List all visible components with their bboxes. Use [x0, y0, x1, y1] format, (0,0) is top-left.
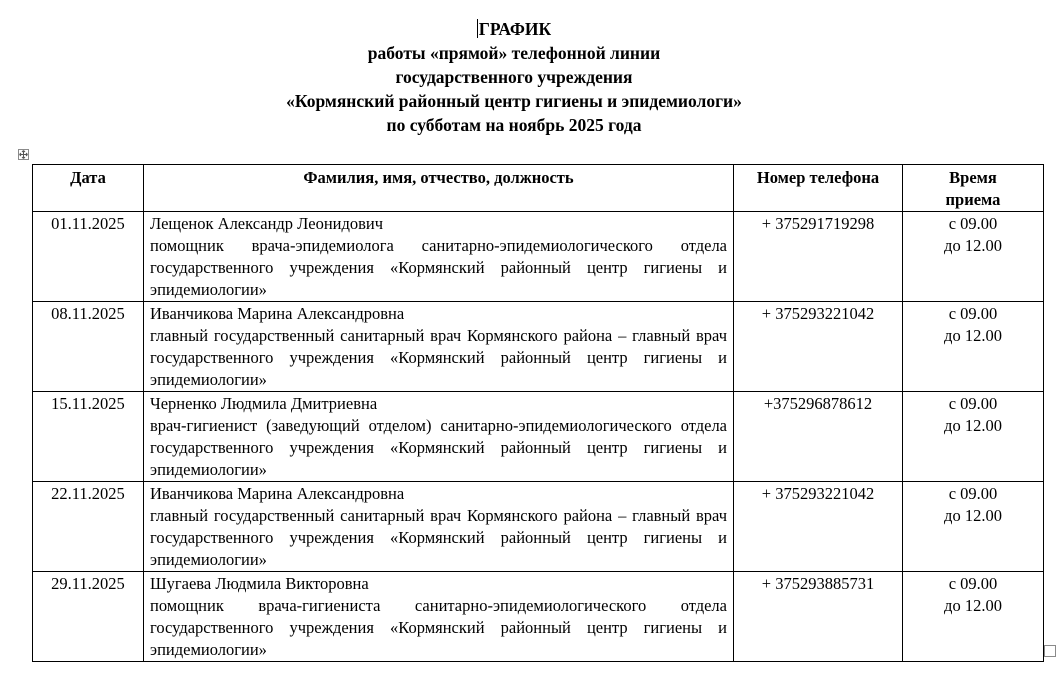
row-phone: + 375291719298: [734, 212, 903, 302]
time-from: с 09.00: [948, 484, 998, 503]
person-position: помощник врача-эпидемиолога санитарно-эпидемиологического отдела государственного учреждения «Кормянский районный центр гигиены и эпидемиологии»: [150, 236, 727, 299]
table-resize-handle[interactable]: [1044, 645, 1056, 657]
time-from: с 09.00: [948, 304, 998, 323]
table-header-row: [33, 165, 1044, 212]
row-phone: +375296878612: [734, 392, 903, 482]
time-from: с 09.00: [948, 214, 998, 233]
time-to: до 12.00: [944, 416, 1002, 435]
person-name: Лещенок Александр Леонидович: [150, 214, 384, 233]
row-person: [144, 302, 734, 392]
person-name: Иванчикова Марина Александровна: [150, 484, 405, 503]
time-to: до 12.00: [944, 326, 1002, 345]
row-date: 29.11.2025: [33, 572, 144, 662]
person-name: Черненко Людмила Дмитриевна: [150, 394, 378, 413]
row-time: [903, 482, 1044, 572]
row-time: [903, 392, 1044, 482]
header-line-5: по субботам на ноябрь 2025 года: [386, 115, 642, 135]
row-person: [144, 392, 734, 482]
row-date: 22.11.2025: [33, 482, 144, 572]
row-date: 01.11.2025: [33, 212, 144, 302]
table-move-handle-icon[interactable]: [18, 149, 29, 160]
header-line-4: «Кормянский районный центр гигиены и эпидемиологи»: [286, 91, 742, 111]
header-date: Дата: [33, 165, 144, 212]
time-to: до 12.00: [944, 596, 1002, 615]
document-header: [0, 17, 1028, 137]
row-phone: + 375293221042: [734, 302, 903, 392]
row-person: [144, 482, 734, 572]
header-time: [903, 165, 1044, 212]
row-person: [144, 572, 734, 662]
person-position: главный государственный санитарный врач Кормянского района – главный врач государственного учреждения «Кормянский районный центр гигиены и эпидемиологии»: [150, 506, 727, 569]
table-row: [33, 392, 1044, 482]
time-to: до 12.00: [944, 236, 1002, 255]
schedule-table: [32, 164, 1044, 662]
header-phone: Номер телефона: [734, 165, 903, 212]
row-date: 08.11.2025: [33, 302, 144, 392]
row-time: [903, 572, 1044, 662]
person-position: помощник врача-гигиениста санитарно-эпидемиологического отдела государственного учреждения «Кормянский районный центр гигиены и эпидемиологии»: [150, 596, 727, 659]
table-row: [33, 572, 1044, 662]
table-row: [33, 482, 1044, 572]
row-phone: + 375293885731: [734, 572, 903, 662]
person-position: главный государственный санитарный врач Кормянского района – главный врач государственного учреждения «Кормянский районный центр гигиены и эпидемиологии»: [150, 326, 727, 389]
row-person: [144, 212, 734, 302]
text-cursor: [477, 19, 478, 38]
row-date: 15.11.2025: [33, 392, 144, 482]
time-to: до 12.00: [944, 506, 1002, 525]
header-person: Фамилия, имя, отчество, должность: [144, 165, 734, 212]
table-row: [33, 302, 1044, 392]
header-title[interactable]: [0, 17, 1028, 41]
row-time: [903, 302, 1044, 392]
header-time-line-1: Время: [949, 168, 997, 187]
row-time: [903, 212, 1044, 302]
header-line-2: работы «прямой» телефонной линии: [367, 43, 661, 63]
header-time-line-2: приема: [945, 190, 1001, 209]
person-position: врач-гигиенист (заведующий отделом) санитарно-эпидемиологического отдела государственного учреждения «Кормянский районный центр гигиены и эпидемиологии»: [150, 416, 727, 479]
header-line-3: государственного учреждения: [395, 67, 633, 87]
time-from: с 09.00: [948, 394, 998, 413]
header-title-text: ГРАФИК: [478, 19, 552, 39]
time-from: с 09.00: [948, 574, 998, 593]
person-name: Шугаева Людмила Викторовна: [150, 574, 369, 593]
person-name: Иванчикова Марина Александровна: [150, 304, 405, 323]
row-phone: + 375293221042: [734, 482, 903, 572]
table-row: [33, 212, 1044, 302]
